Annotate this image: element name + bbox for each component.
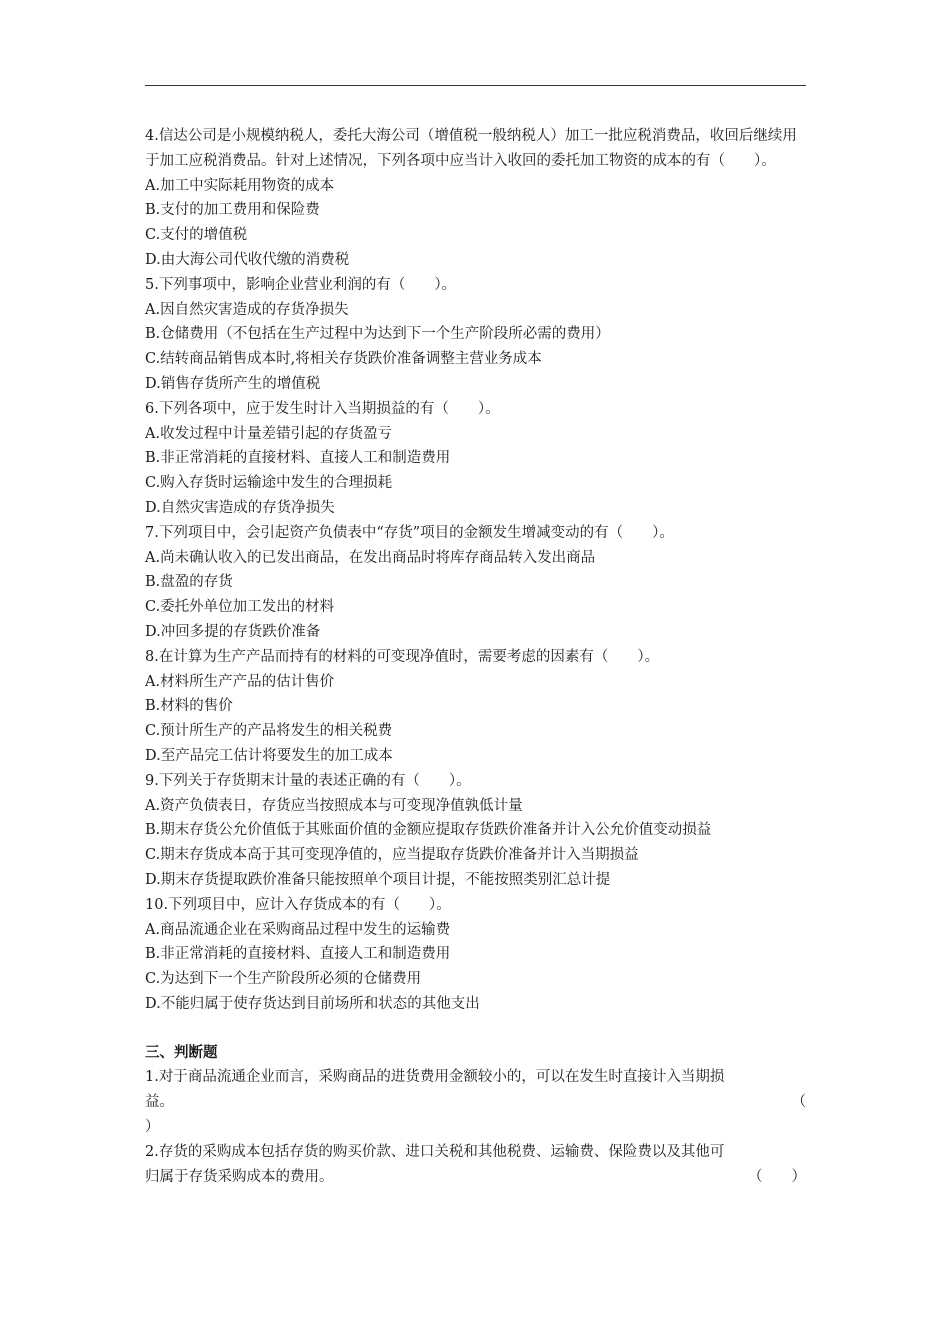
option-a: A.材料所生产产品的估计售价 <box>145 673 335 690</box>
document-body <box>145 124 806 1189</box>
question-7 <box>145 521 806 645</box>
question-stem: 10.下列项目中，应计入存货成本的有（ ）。 <box>145 896 451 913</box>
option-b: B.仓储费用（不包括在生产过程中为达到下一个生产阶段所必需的费用） <box>145 326 610 343</box>
option-d: D.自然灾害造成的存货净损失 <box>145 499 335 516</box>
option-d: D.期末存货提取跌价准备只能按照单个项目计提，不能按照类别汇总计提 <box>145 871 611 888</box>
section-title: 三、判断题 <box>145 1044 218 1061</box>
option-c: C.预计所生产的产品将发生的相关税费 <box>145 723 393 740</box>
option-a: A.加工中实际耗用物资的成本 <box>145 177 335 194</box>
question-text-line2: 归属于存货采购成本的费用。 <box>145 1168 334 1185</box>
option-a: A.收发过程中计量差错引起的存货盈亏 <box>145 425 393 442</box>
question-stem: 4.信达公司是小规模纳税人，委托大海公司（增值税一般纳税人）加工一批应税消费品，收回后继续用于加工应税消费品。针对上述情况，下列各项中应当计入收回的委托加工物资的成本的有（ ）。 <box>145 128 797 169</box>
option-d: D.至产品完工估计将要发生的加工成本 <box>145 747 393 764</box>
option-b: B.盘盈的存货 <box>145 574 233 591</box>
question-text-line2: 益。 <box>145 1094 174 1111</box>
option-b: B.非正常消耗的直接材料、直接人工和制造费用 <box>145 946 451 963</box>
question-9 <box>145 769 806 893</box>
question-text-line1: 2.存货的采购成本包括存货的购买价款、进口关税和其他税费、运输费、保险费以及其他可 <box>145 1143 725 1160</box>
question-4 <box>145 124 806 273</box>
question-5 <box>145 273 806 397</box>
question-stem: 5.下列事项中，影响企业营业利润的有（ ）。 <box>145 276 457 293</box>
option-c: C.期末存货成本高于其可变现净值的，应当提取存货跌价准备并计入当期损益 <box>145 847 639 864</box>
question-stem: 9.下列关于存货期末计量的表述正确的有（ ）。 <box>145 772 471 789</box>
judgment-question-1 <box>145 1065 806 1139</box>
question-stem: 7.下列项目中，会引起资产负债表中“存货”项目的金额发生增减变动的有（ ）。 <box>145 524 674 541</box>
question-stem: 6.下列各项中，应于发生时计入当期损益的有（ ）。 <box>145 400 500 417</box>
option-d: D.不能归属于使存货达到目前场所和状态的其他支出 <box>145 995 480 1012</box>
question-stem: 8.在计算为生产产品而持有的材料的可变现净值时，需要考虑的因素有（ ）。 <box>145 648 660 665</box>
option-b: B.非正常消耗的直接材料、直接人工和制造费用 <box>145 450 451 467</box>
option-c: C.支付的增值税 <box>145 227 248 244</box>
question-text-line2-row <box>145 1090 806 1115</box>
option-a: A.资产负债表日，存货应当按照成本与可变现净值孰低计量 <box>145 797 523 814</box>
section-spacer <box>145 1017 806 1041</box>
answer-bracket-close: ） <box>145 1119 160 1136</box>
header-rule <box>145 85 806 86</box>
question-text-line1: 1.对于商品流通企业而言，采购商品的进货费用金额较小的，可以在发生时直接计入当期损 <box>145 1069 725 1086</box>
question-text-line2-row <box>145 1165 806 1190</box>
answer-bracket-open[interactable]: （ <box>791 1094 806 1111</box>
judgment-question-2 <box>145 1140 806 1190</box>
answer-bracket[interactable]: （ ） <box>748 1168 806 1185</box>
option-d: D.销售存货所产生的增值税 <box>145 375 321 392</box>
question-10 <box>145 893 806 1017</box>
option-d: D.由大海公司代收代缴的消费税 <box>145 251 350 268</box>
option-d: D.冲回多提的存货跌价准备 <box>145 623 321 640</box>
option-a: A.尚未确认收入的已发出商品，在发出商品时将库存商品转入发出商品 <box>145 549 596 566</box>
option-b: B.期末存货公允价值低于其账面价值的金额应提取存货跌价准备并计入公允价值变动损益 <box>145 822 712 839</box>
question-6 <box>145 397 806 521</box>
option-c: C.结转商品销售成本时,将相关存货跌价准备调整主营业务成本 <box>145 351 542 368</box>
option-b: B.支付的加工费用和保险费 <box>145 202 320 219</box>
option-a: A.商品流通企业在采购商品过程中发生的运输费 <box>145 921 451 938</box>
option-a: A.因自然灾害造成的存货净损失 <box>145 301 349 318</box>
option-c: C.购入存货时运输途中发生的合理损耗 <box>145 475 393 492</box>
option-c: C.委托外单位加工发出的材料 <box>145 599 335 616</box>
question-8 <box>145 645 806 769</box>
option-c: C.为达到下一个生产阶段所必须的仓储费用 <box>145 971 422 988</box>
option-b: B.材料的售价 <box>145 698 233 715</box>
